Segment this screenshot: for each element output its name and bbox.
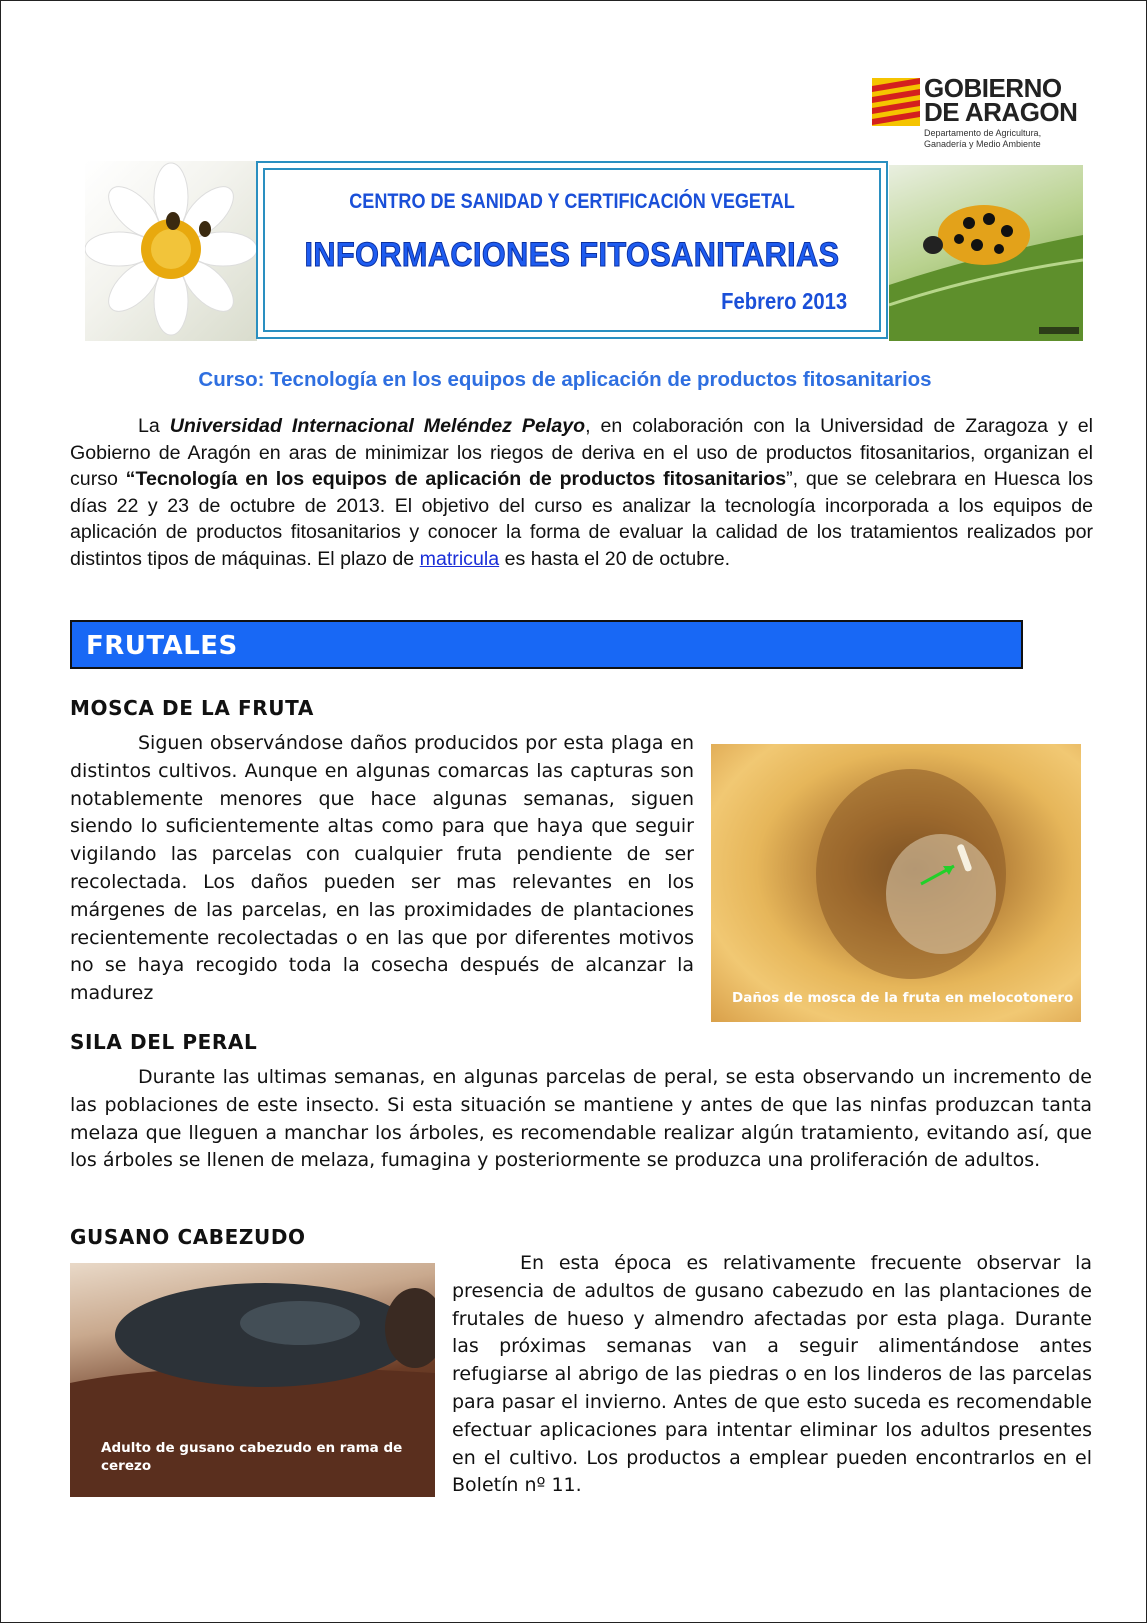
section-title: FRUTALES [86,631,238,661]
center-name: CENTRO DE SANIDAD Y CERTIFICACIÓN VEGETAL [349,190,795,213]
daisy-flower-icon [85,161,257,341]
sila-text: Durante las ultimas semanas, en algunas parcelas de peral, se esta observando un incremento de las poblaciones de este insecto. Si esta situación se mantiene y antes de que las ninfas produzcan tanta melaza que lleguen a manchar los árboles, es recomendable realizar algún tratamiento, evitando así, que los árboles se llenen de melaza, fumagina y posteriormente se produzca una proliferación de adultos. [70,1066,1092,1172]
ladybug-icon [889,165,1083,341]
logo-sub-1: Departamento de Agricultura, [924,128,1042,138]
mosca-heading: MOSCA DE LA FRUTA [70,696,314,720]
sila-heading: SILA DEL PERAL [70,1030,258,1054]
mosca-text: Siguen observándose daños producidos por esta plaga en distintos cultivos. Aunque en algunas comarcas las capturas son notablemente menores que hace algunas semanas, siguen siendo lo suficientemente altas como para que haya que seguir vigilando las parcelas con cualquier fruta pendiente de ser recolectada. Los daños pueden ser mas relevantes en los márgenes de las parcelas, en las proximidades de plantaciones recientemente recolectadas o en las que por diferentes motivos no se haya recogido toda la cosecha después de alcanzar la madurez [70,732,694,1005]
gusano-paragraph [452,1250,1092,1500]
gusano-text: En esta época es relativamente frecuente observar la presencia de adultos de gusano cabezudo en las plantaciones de frutales de hueso y almendro afectadas por esta plaga. Durante las próximas semanas van a seguir alimentándose antes refugiarse al abrigo de las piedras o en los linderos de las parcelas para pasar el invierno. Antes de que esto suceda es recomendable efectuar aplicaciones para intentar eliminar los adultos presentes en el cultivo. Los productos a emplear pueden encontrarlos en el Boletín nº 11. [452,1252,1092,1497]
course-university: Universidad Internacional Meléndez Pelayo [169,415,586,437]
course-name: “Tecnología en los equipos de aplicación de productos fitosanitarios [125,468,787,490]
logo-line-1: GOBIERNO [924,73,1062,103]
course-text-la: La [138,415,170,437]
course-text-end: es hasta el 20 de octubre. [499,547,731,570]
course-paragraph [70,413,1093,572]
mosca-caption: Daños de mosca de la fruta en melocotonero [732,990,1074,1006]
section-bar-frutales [70,620,1023,669]
mosca-paragraph [70,730,694,1008]
gusano-caption: Adulto de gusano cabezudo en rama de cerezo [101,1440,403,1474]
course-title: Curso: Tecnología en los equipos de aplicación de productos fitosanitarios [198,368,932,391]
bulletin-date: Febrero 2013 [720,288,847,314]
bulletin-header-box [256,161,888,339]
sila-paragraph [70,1064,1092,1175]
logo-sub-2: Ganadería y Medio Ambiente [924,139,1041,149]
course-text-mid1: , en colaboración con la Universidad de Zaragoza y el Gobierno de Aragón en aras de minimizar los riegos de deriva en el uso de productos fitosanitarios, organizan el curso [70,415,1093,490]
matricula-link[interactable]: matricula [419,547,500,570]
aragon-flag-icon [872,78,920,126]
ladybug-photo [889,165,1083,341]
beetle-photo [70,1263,435,1497]
daisy-bee-photo [85,161,257,341]
gobierno-aragon-logo [872,73,1087,156]
bulletin-title: INFORMACIONES FITOSANITARIAS [304,236,840,274]
logo-line-2: DE ARAGON [924,97,1078,127]
peach-damage-photo [711,744,1081,1022]
arrow-icon [711,744,1081,1022]
course-text-mid2: ”, que se celebrara en Huesca los días 22 y 23 de octubre de 2013. El objetivo del curso es analizar la tecnología incorporada a los equipos de aplicación de productos fitosanitarios y conocer la forma de evaluar la calidad de los tratamientos realizados por distintos tipos de máquinas. El plazo de [70,468,1093,570]
gusano-heading: GUSANO CABEZUDO [70,1225,306,1249]
